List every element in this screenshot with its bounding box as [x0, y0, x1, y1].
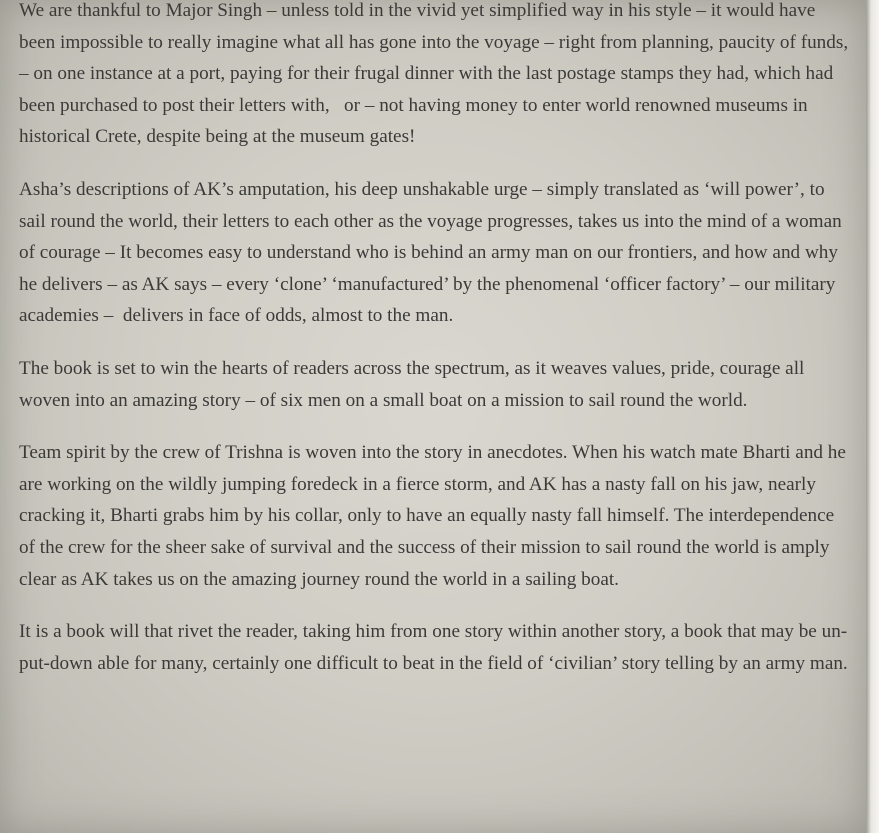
article-body: [19, 0, 853, 700]
paragraph-1: We are thankful to Major Singh – unless told in the vivid yet simplified way in his style – it would have been impossible to really imagine what all has gone into the voyage – right from planning, paucity of funds, – on one instance at a port, paying for their frugal dinner with the last postage stamps they had, which had been purchased to post their letters with, or – not having money to enter world renowned museums in historical Crete, despite being at the museum gates!: [19, 0, 853, 148]
paragraph-5: It is a book will that rivet the reader, taking him from one story within another story, a book that may be un-put-down able for many, certainly one difficult to beat in the field of ‘civilian’ story telling by an army man.: [19, 621, 848, 674]
paragraph-3: The book is set to win the hearts of readers across the spectrum, as it weaves values, pride, courage all woven into an amazing story – of six men on a small boat on a mission to sail round the world.: [19, 357, 810, 411]
page-edge: [866, 0, 879, 833]
paragraph-4: Team spirit by the crew of Trishna is woven into the story in anecdotes. When his watch mate Bharti and he are working on the wildly jumping foredeck in a fierce storm, and AK has a nasty fall on his jaw, nearly cracking it, Bharti grabs him by his collar, only to have an equally nasty fall himself. The interdependence of the crew for the sheer sake of survival and the success of their mission to sail round the world is amply clear as AK takes us on the amazing journey round the world in a sailing boat.: [19, 442, 851, 590]
paragraph-2: Asha’s descriptions of AK’s amputation, his deep unshakable urge – simply translated as ‘will power’, to sail round the world, their letters to each other as the voyage progresses, takes us into the mind of a woman of courage – It becomes easy to understand who is behind an army man on our frontiers, and how and why he delivers – as AK says – every ‘clone’ ‘manufactured’ by the phenomenal ‘officer factory’ – our military academies – delivers in face of odds, almost to the man.: [19, 178, 847, 327]
